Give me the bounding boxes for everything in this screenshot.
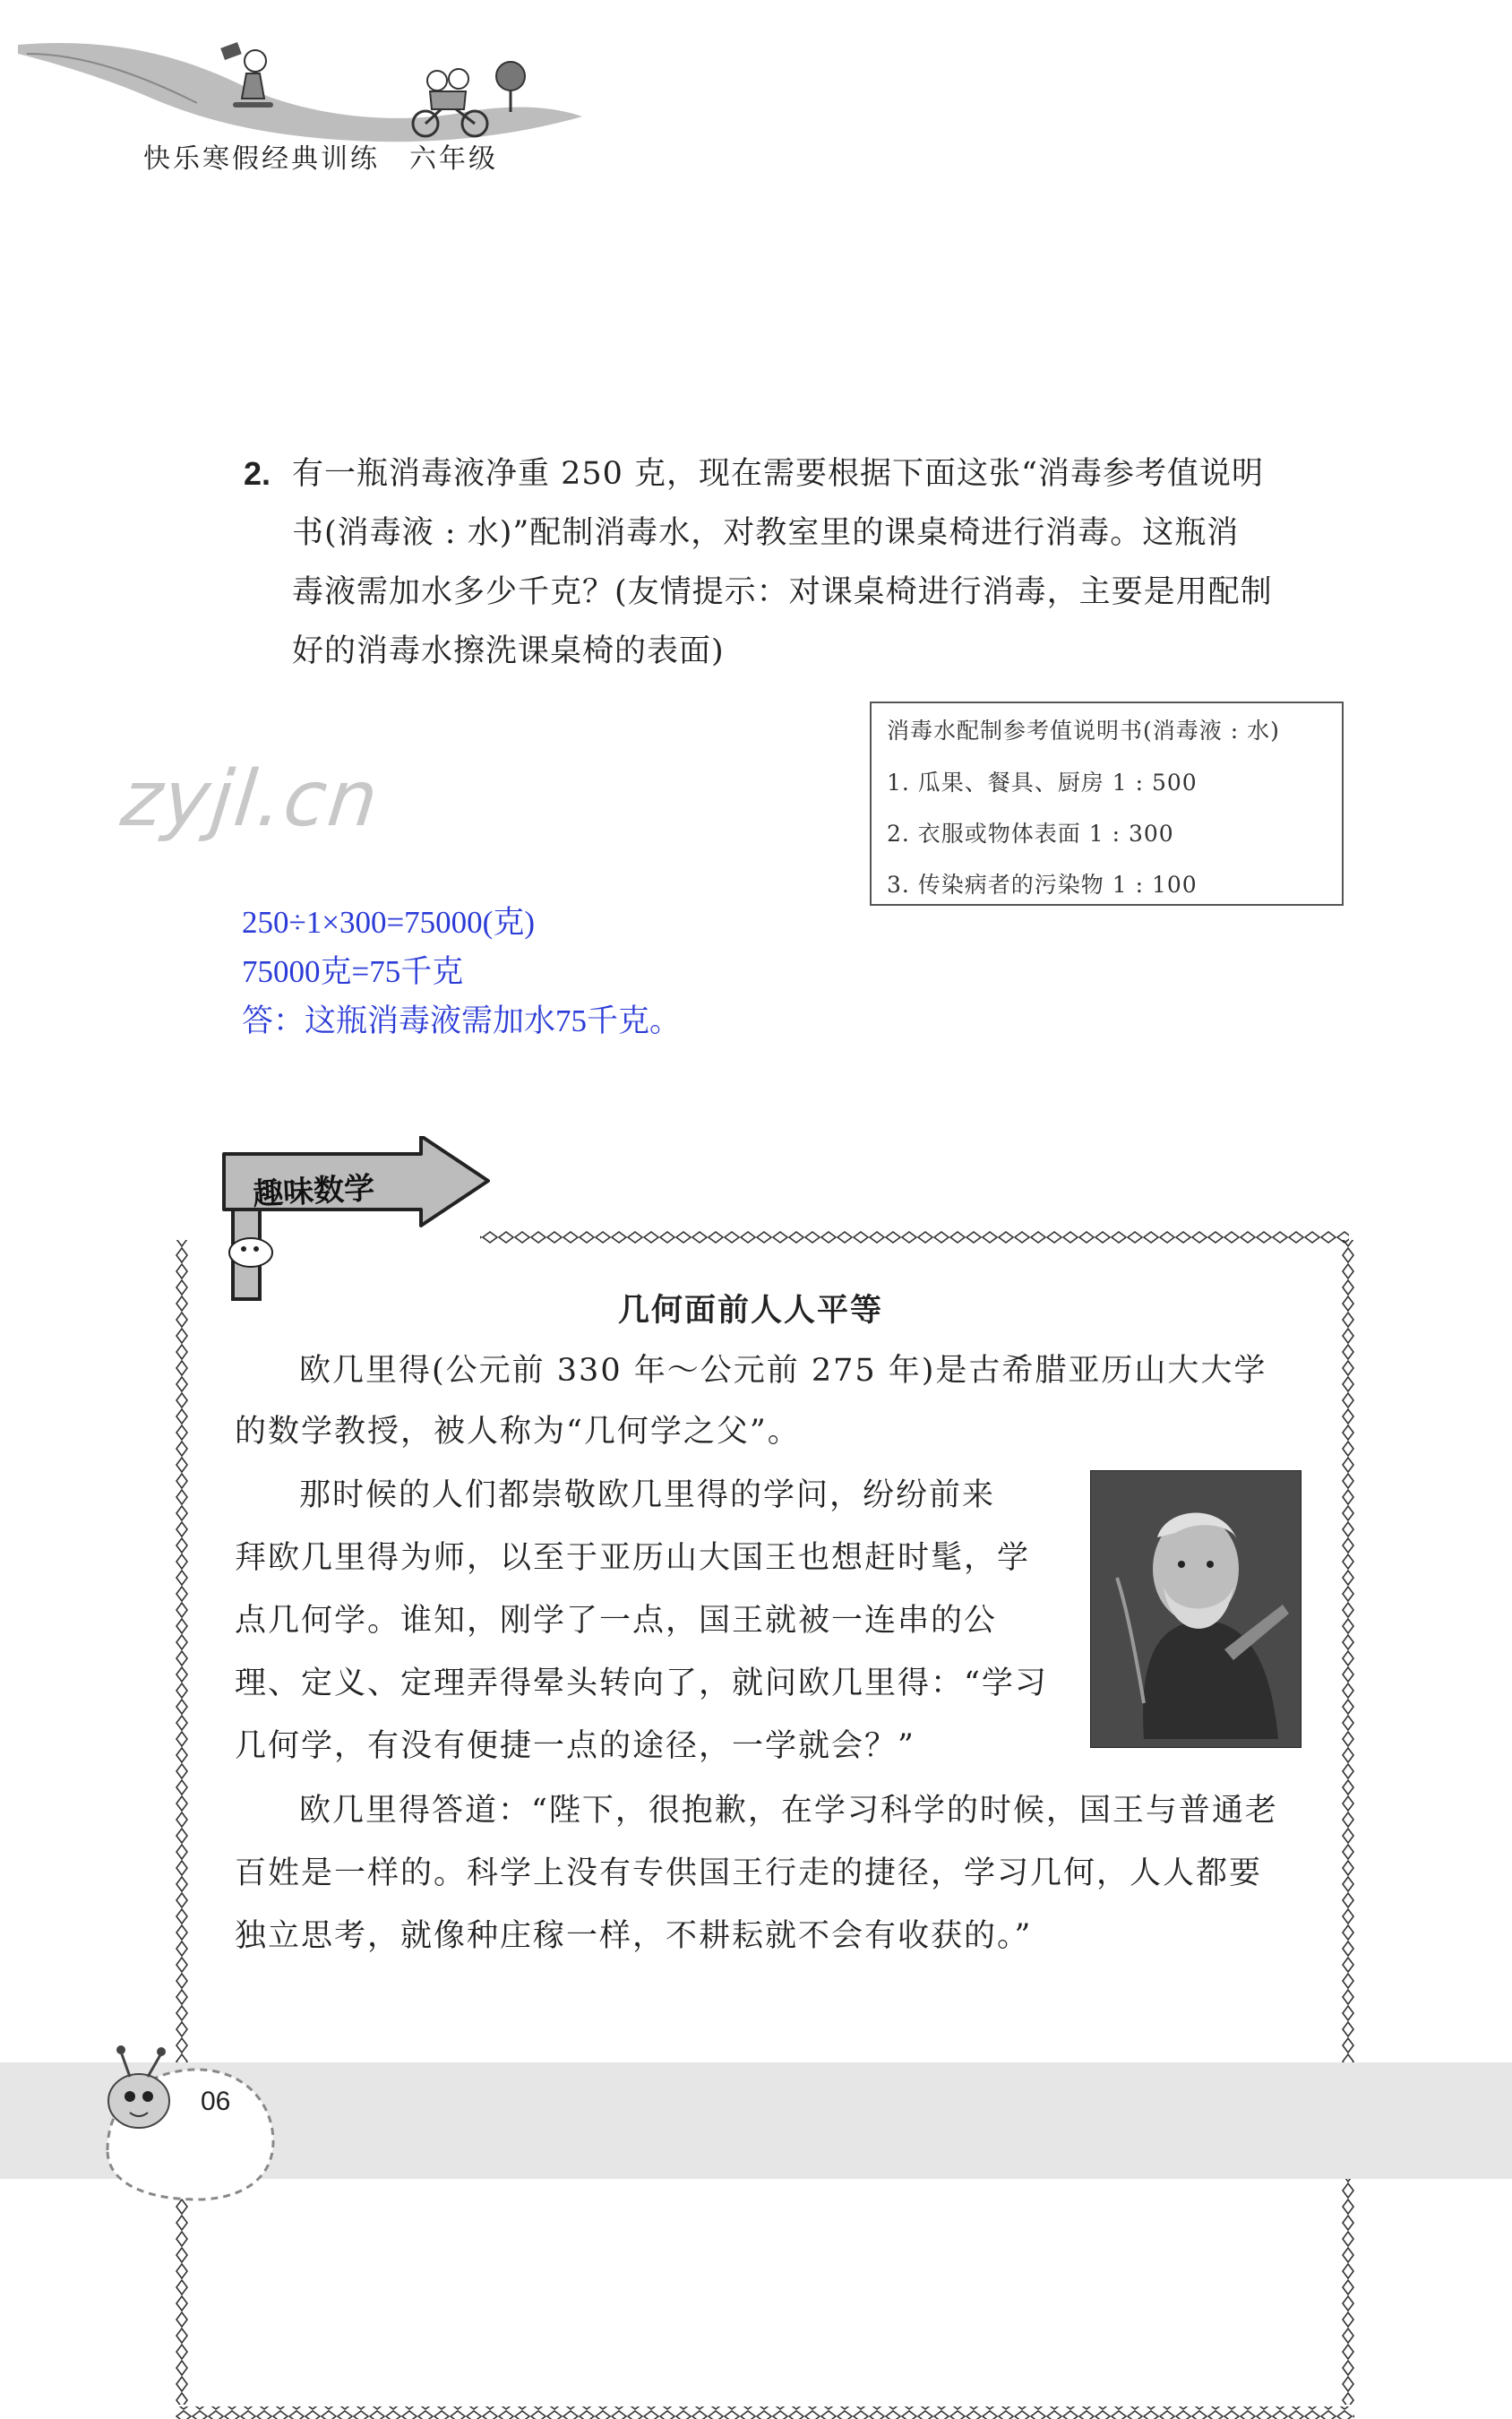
header-title: 快乐寒假经典训练 六年级 (143, 143, 498, 175)
problem-line-1: 有一瓶消毒液净重 250 克，现在需要根据下面这张“消毒参考值说明 (292, 456, 1264, 492)
snail-icon (90, 2016, 296, 2213)
watermark: zyjl.cn (116, 754, 384, 844)
story-line: 点几何学。谁知，刚学了一点，国王就被一连串的公 (235, 1603, 998, 1639)
problem-number: 2. (244, 455, 271, 492)
euclid-portrait-image (1090, 1470, 1302, 1748)
story-line: 百姓是一样的。科学上没有专供国王行走的捷径，学习几何，人人都要 (235, 1855, 1263, 1891)
story-line: 理、定义、定理弄得晕头转向了，就问欧几里得：“学习 (235, 1666, 1048, 1701)
story-line: 几何学，有没有便捷一点的途径，一学就会？” (235, 1728, 915, 1764)
story-line: 那时候的人们都崇敬欧几里得的学问，纷纷前来 (299, 1477, 996, 1513)
answer-line-3: 答：这瓶消毒液需加水75千克。 (242, 1003, 682, 1038)
problem-line-3: 毒液需加水多少千克？(友情提示：对课桌椅进行消毒，主要是用配制 (292, 574, 1273, 610)
story-line: 独立思考，就像种庄稼一样，不耕耘就不会有收获的。” (235, 1918, 1033, 1954)
story-title: 几何面前人人平等 (618, 1293, 884, 1329)
reference-table-row: 3. 传染病者的污染物 1 : 100 (887, 872, 1198, 898)
story-line: 的数学教授，被人称为“几何学之父”。 (235, 1414, 801, 1450)
problem-line-2: 书(消毒液 : 水)”配制消毒水，对教室里的课桌椅进行消毒。这瓶消 (292, 515, 1240, 551)
flower-tree-icon (496, 62, 525, 112)
answer-line-2: 75000克=75千克 (242, 954, 464, 989)
story-line: 拜欧几里得为师，以至于亚历山大国王也想赶时髦，学 (235, 1540, 1031, 1576)
reference-table-row: 2. 衣服或物体表面 1 : 300 (887, 821, 1174, 847)
fun-math-label: 趣味数学 (252, 1170, 376, 1213)
reference-table-row: 1. 瓜果、餐具、厨房 1 : 500 (887, 770, 1198, 796)
problem-line-4: 好的消毒水擦洗课桌椅的表面) (292, 633, 725, 669)
reference-table-title: 消毒水配制参考值说明书(消毒液 : 水) (887, 718, 1280, 744)
page-number: 06 (201, 2087, 231, 2116)
story-line: 欧几里得(公元前 330 年～公元前 275 年)是古希腊亚历山大大学 (299, 1353, 1267, 1389)
answer-line-1: 250÷1×300=75000(克) (242, 905, 535, 940)
story-line: 欧几里得答道：“陛下，很抱歉，在学习科学的时候，国王与普通老 (299, 1793, 1278, 1829)
